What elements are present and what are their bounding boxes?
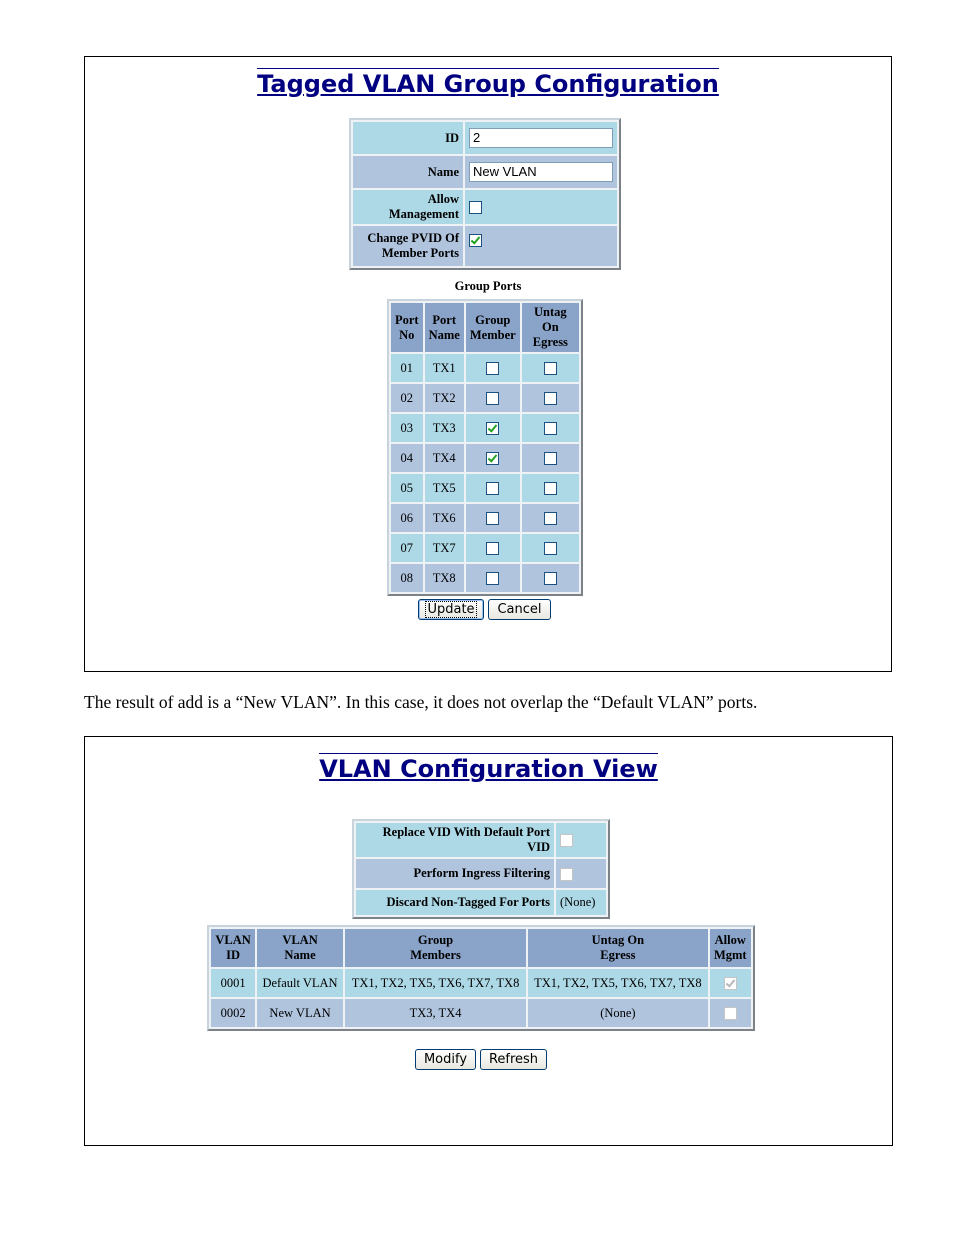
allow-management-cell bbox=[465, 190, 617, 224]
modify-button[interactable]: Modify bbox=[415, 1049, 476, 1070]
vlan-id-cell: 0002 bbox=[211, 999, 255, 1027]
vlan-col-header-line: Untag On bbox=[591, 933, 645, 947]
port-member-cell bbox=[466, 504, 520, 532]
group-member-checkbox[interactable] bbox=[486, 362, 499, 375]
refresh-button[interactable]: Refresh bbox=[480, 1049, 547, 1070]
untag-egress-checkbox[interactable] bbox=[544, 452, 557, 465]
ports-col-header bbox=[466, 303, 520, 352]
ports-col-header bbox=[425, 303, 464, 352]
untag-egress-checkbox[interactable] bbox=[544, 542, 557, 555]
vlan-col-header-line: Mgmt bbox=[713, 948, 747, 962]
port-member-cell bbox=[466, 534, 520, 562]
group-member-checkbox[interactable] bbox=[486, 422, 499, 435]
vlan-col-header-line: VLAN bbox=[215, 933, 251, 947]
ports-col-header-line: Name bbox=[428, 327, 460, 342]
allow-mgmt-checkbox[interactable] bbox=[724, 977, 737, 990]
ports-header-row bbox=[391, 303, 579, 352]
port-name-cell: TX3 bbox=[425, 414, 464, 442]
name-input[interactable]: New VLAN bbox=[469, 162, 613, 182]
ports-col-header-line: Group bbox=[475, 312, 511, 327]
port-no-cell: 06 bbox=[391, 504, 423, 532]
port-row bbox=[391, 504, 579, 532]
ports-col-header-line: Untag On bbox=[534, 305, 567, 334]
port-name-cell: TX1 bbox=[425, 354, 464, 382]
page-title: Tagged VLAN Group Configuration bbox=[257, 70, 719, 98]
discard-non-tagged-label: Discard Non-Tagged For Ports bbox=[356, 890, 554, 915]
port-name-cell: TX5 bbox=[425, 474, 464, 502]
vlan-col-header bbox=[528, 929, 707, 967]
port-member-cell bbox=[466, 474, 520, 502]
vlan-row bbox=[211, 999, 751, 1027]
untag-egress-checkbox[interactable] bbox=[544, 422, 557, 435]
allow-management-checkbox[interactable] bbox=[469, 201, 482, 214]
discard-non-tagged-value: (None) bbox=[556, 890, 606, 915]
change-pvid-label-line2: Member Ports bbox=[381, 246, 459, 260]
ports-body bbox=[391, 354, 579, 592]
port-name-cell: TX7 bbox=[425, 534, 464, 562]
port-name-cell: TX8 bbox=[425, 564, 464, 592]
vlan-name-cell: New VLAN bbox=[257, 999, 343, 1027]
port-no-cell: 04 bbox=[391, 444, 423, 472]
untag-egress-checkbox[interactable] bbox=[544, 362, 557, 375]
group-member-checkbox[interactable] bbox=[486, 572, 499, 585]
vlan-config-view-panel bbox=[84, 736, 893, 1146]
port-untag-cell bbox=[522, 354, 579, 382]
vlan-col-header-line: Members bbox=[410, 948, 461, 962]
port-untag-cell bbox=[522, 474, 579, 502]
ingress-filtering-checkbox[interactable] bbox=[560, 868, 573, 881]
vlan-col-header bbox=[710, 929, 751, 967]
view-title: VLAN Configuration View bbox=[319, 755, 658, 783]
group-ports-caption: Group Ports bbox=[454, 279, 522, 293]
port-member-cell bbox=[466, 384, 520, 412]
port-untag-cell bbox=[522, 384, 579, 412]
group-member-checkbox[interactable] bbox=[486, 542, 499, 555]
vlan-name-cell: Default VLAN bbox=[257, 969, 343, 997]
ingress-filtering-label: Perform Ingress Filtering bbox=[356, 859, 554, 888]
vlan-mgmt-cell bbox=[710, 999, 751, 1027]
vlan-id-cell: 0001 bbox=[211, 969, 255, 997]
vlan-fields-table bbox=[349, 118, 621, 270]
cancel-button[interactable]: Cancel bbox=[488, 599, 551, 620]
vlan-body bbox=[211, 969, 751, 1027]
vlan-col-header-line: Allow bbox=[714, 933, 746, 947]
ingress-filtering-cell bbox=[556, 859, 606, 888]
port-untag-cell bbox=[522, 564, 579, 592]
group-member-checkbox[interactable] bbox=[486, 512, 499, 525]
ports-col-header-line: Member bbox=[469, 327, 516, 342]
ports-col-header bbox=[522, 303, 579, 352]
ports-col-header bbox=[391, 303, 423, 352]
vlan-col-header bbox=[345, 929, 526, 967]
port-no-cell: 08 bbox=[391, 564, 423, 592]
description-paragraph: The result of add is a “New VLAN”. In this case, it does not overlap the “Default VLAN” ports. bbox=[84, 692, 758, 712]
replace-vid-cell bbox=[556, 823, 606, 857]
untag-egress-checkbox[interactable] bbox=[544, 572, 557, 585]
ports-col-header-line: Port bbox=[432, 312, 457, 327]
ports-col-header-line: No bbox=[399, 327, 415, 342]
port-no-cell: 02 bbox=[391, 384, 423, 412]
untag-egress-checkbox[interactable] bbox=[544, 512, 557, 525]
port-member-cell bbox=[466, 354, 520, 382]
port-member-cell bbox=[466, 564, 520, 592]
change-pvid-label bbox=[353, 226, 463, 266]
vlan-list-table bbox=[207, 925, 755, 1031]
port-no-cell: 05 bbox=[391, 474, 423, 502]
name-cell bbox=[465, 156, 617, 188]
group-member-checkbox[interactable] bbox=[486, 392, 499, 405]
vlan-col-header bbox=[211, 929, 255, 967]
port-row bbox=[391, 384, 579, 412]
group-ports-table bbox=[387, 299, 583, 596]
port-name-cell: TX6 bbox=[425, 504, 464, 532]
vlan-members-cell: TX1, TX2, TX5, TX6, TX7, TX8 bbox=[345, 969, 526, 997]
port-name-cell: TX4 bbox=[425, 444, 464, 472]
port-untag-cell bbox=[522, 534, 579, 562]
vlan-row bbox=[211, 969, 751, 997]
update-button[interactable]: Update bbox=[418, 599, 484, 620]
vlan-options-table bbox=[352, 819, 610, 919]
port-row bbox=[391, 444, 579, 472]
replace-vid-checkbox[interactable] bbox=[560, 834, 573, 847]
change-pvid-cell bbox=[465, 226, 617, 266]
group-member-checkbox[interactable] bbox=[486, 482, 499, 495]
vlan-col-header-line: Egress bbox=[600, 948, 636, 962]
vlan-members-cell: TX3, TX4 bbox=[345, 999, 526, 1027]
replace-vid-label: Replace VID With Default Port VID bbox=[356, 823, 554, 857]
vlan-col-header-line: Group bbox=[417, 933, 454, 947]
port-no-cell: 03 bbox=[391, 414, 423, 442]
ports-col-header-line: Port bbox=[395, 312, 419, 327]
allow-management-label: Allow Management bbox=[353, 190, 463, 224]
id-input[interactable]: 2 bbox=[469, 128, 613, 148]
vlan-untag-cell: (None) bbox=[528, 999, 707, 1027]
port-untag-cell bbox=[522, 414, 579, 442]
port-member-cell bbox=[466, 444, 520, 472]
port-row bbox=[391, 564, 579, 592]
port-row bbox=[391, 474, 579, 502]
port-untag-cell bbox=[522, 444, 579, 472]
port-row bbox=[391, 354, 579, 382]
port-untag-cell bbox=[522, 504, 579, 532]
vlan-col-header-line: Name bbox=[284, 948, 316, 962]
vlan-mgmt-cell bbox=[710, 969, 751, 997]
vlan-untag-cell: TX1, TX2, TX5, TX6, TX7, TX8 bbox=[528, 969, 707, 997]
name-label: Name bbox=[353, 156, 463, 188]
ports-col-header-line: Egress bbox=[532, 335, 568, 349]
untag-egress-checkbox[interactable] bbox=[544, 482, 557, 495]
vlan-group-config-panel bbox=[84, 56, 892, 672]
port-row bbox=[391, 534, 579, 562]
change-pvid-checkbox[interactable] bbox=[469, 234, 482, 247]
port-no-cell: 07 bbox=[391, 534, 423, 562]
vlan-col-header-line: ID bbox=[226, 948, 241, 962]
port-name-cell: TX2 bbox=[425, 384, 464, 412]
change-pvid-label-line1: Change PVID Of bbox=[367, 231, 459, 245]
vlan-col-header bbox=[257, 929, 343, 967]
untag-egress-checkbox[interactable] bbox=[544, 392, 557, 405]
vlan-col-header-line: VLAN bbox=[282, 933, 318, 947]
port-row bbox=[391, 414, 579, 442]
id-cell bbox=[465, 122, 617, 154]
port-no-cell: 01 bbox=[391, 354, 423, 382]
port-member-cell bbox=[466, 414, 520, 442]
vlan-header-row bbox=[211, 929, 751, 967]
id-label: ID bbox=[353, 122, 463, 154]
group-member-checkbox[interactable] bbox=[486, 452, 499, 465]
allow-mgmt-checkbox[interactable] bbox=[724, 1007, 737, 1020]
